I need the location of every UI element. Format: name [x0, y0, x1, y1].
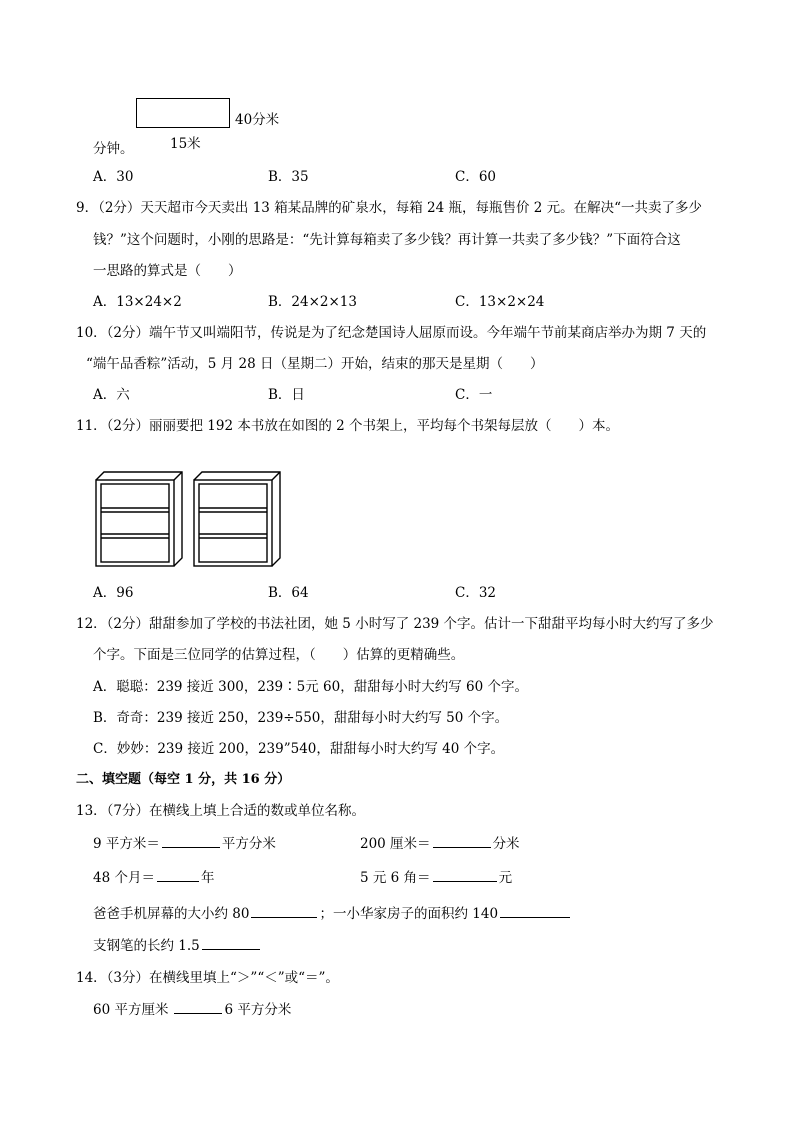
- q10-option-a: A．六: [93, 387, 130, 403]
- answer-blank[interactable]: [157, 867, 199, 882]
- q14-row1: 60 平方厘米 6 平方分米: [93, 998, 291, 1018]
- q13-row4: 支钢笔的长约 1.5: [93, 934, 262, 954]
- answer-blank[interactable]: [162, 833, 220, 848]
- q10-line2: “端午品香粽”活动，5 月 28 日（星期二）开始，结束的那天是星期（ ）: [86, 356, 544, 372]
- q11-line1: 11．（2分）丽丽要把 192 本书放在如图的 2 个书架上，平均每个书架每层放（ ）本。: [76, 418, 620, 434]
- q14-line1: 14．（3分）在横线里填上“＞”“＜”或“＝”。: [76, 970, 339, 986]
- answer-blank[interactable]: [202, 935, 260, 950]
- rectangle-width-label: 40分米: [235, 112, 280, 128]
- answer-blank[interactable]: [433, 867, 497, 882]
- bookshelves-figure: [90, 470, 290, 570]
- section-title: 二、填空题（每空 1 分，共 16 分）: [76, 772, 291, 787]
- q13-line1: 13．（7分）在横线上填上合适的数或单位名称。: [76, 803, 366, 819]
- q12-option-c: C．妙妙：239 接近 200，239”540，甜甜每小时大约写 40 个字。: [93, 741, 505, 757]
- bookshelf-left: [96, 472, 182, 566]
- bookshelf-right: [194, 472, 280, 566]
- q11-option-c: C．32: [455, 585, 497, 601]
- q13-row2-left: 48 个月＝ 年: [93, 866, 214, 886]
- q13-row3: 爸爸手机屏幕的大小约 80 ；一小华家房子的面积约 140: [93, 902, 572, 922]
- q8-option-c: C．60: [455, 169, 497, 185]
- q11-option-b: B．64: [268, 585, 309, 601]
- rectangle-figure: [136, 98, 230, 128]
- q12-option-a: A．聪聪：239 接近 300，239∶5元 60，甜甜每小时大约写 60 个字。: [93, 679, 528, 695]
- q13-row1-right: 200 厘米＝ 分米: [360, 832, 520, 852]
- q12-line2: 个字。下面是三位同学的估算过程，（ ）估算的更精确些。: [93, 647, 465, 663]
- q11-option-a: A．96: [93, 585, 134, 601]
- q10-option-b: B．日: [268, 387, 305, 403]
- q12-option-b: B．奇奇：239 接近 250，239÷550，甜甜每小时大约写 50 个字。: [93, 710, 509, 726]
- q10-line1: 10．（2分）端午节又叫端阳节，传说是为了纪念楚国诗人屈原而设。今年端午节前某商店举办为期 7 天的: [76, 325, 707, 341]
- answer-blank[interactable]: [433, 833, 491, 848]
- q9-option-c: C．13×2×24: [455, 294, 545, 310]
- q9-option-a: A．13×24×2: [93, 294, 182, 310]
- q13-row2-right: 5 元 6 角＝ 元: [360, 866, 512, 886]
- rectangle-length-label: 15米: [170, 136, 201, 152]
- q9-line2: 钱？”这个问题时，小刚的思路是：“先计算每箱卖了多少钱？再计算一共卖了多少钱？”下面符合这: [93, 232, 681, 248]
- q9-line1: 9．（2分）天天超市今天卖出 13 箱某品牌的矿泉水，每箱 24 瓶，每瓶售价 2 元。在解决“一共卖了多少: [76, 200, 703, 216]
- answer-blank[interactable]: [500, 903, 570, 918]
- q8-option-b: B．35: [268, 169, 309, 185]
- q10-option-c: C．一: [455, 387, 493, 403]
- q9-option-b: B．24×2×13: [268, 294, 357, 310]
- answer-blank[interactable]: [174, 999, 222, 1014]
- q12-line1: 12．（2分）甜甜参加了学校的书法社团，她 5 小时写了 239 个字。估计一下甜甜平均每小时大约写了多少: [76, 616, 714, 632]
- q13-row1-left: 9 平方米＝ 平方分米: [93, 832, 276, 852]
- answer-blank[interactable]: [251, 903, 317, 918]
- q8-option-a: A．30: [93, 169, 134, 185]
- q9-line3: 一思路的算式是（ ）: [93, 263, 242, 279]
- q8-tail: 分钟。: [93, 141, 134, 157]
